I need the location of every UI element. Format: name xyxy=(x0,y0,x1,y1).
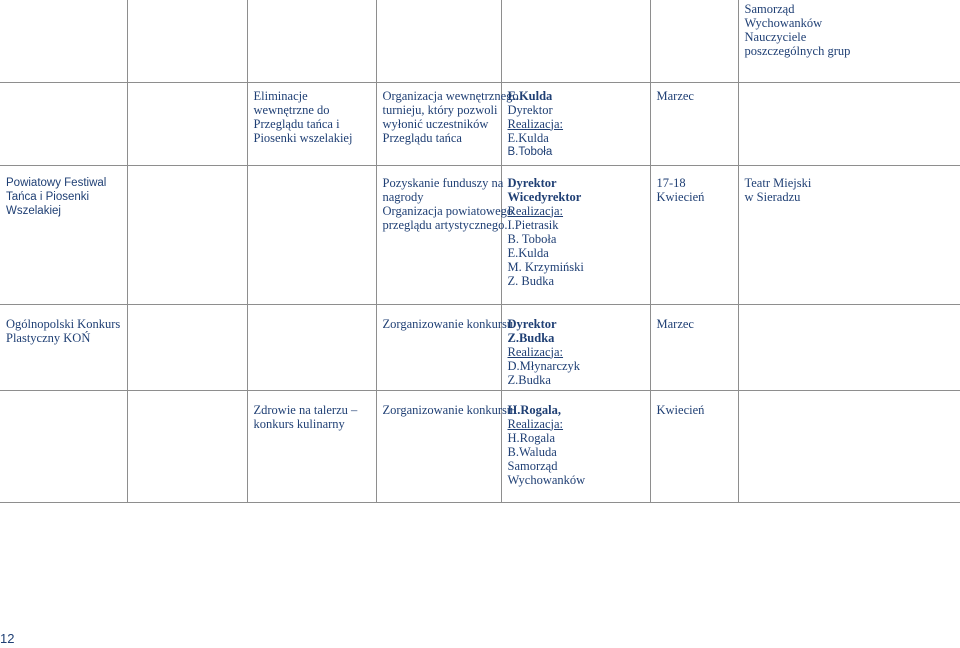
date-line: Marzec xyxy=(656,316,694,331)
responsible-line: D.Młynarczyk xyxy=(507,358,581,373)
task-line: Przeglądu tańca xyxy=(382,130,462,145)
cell-event xyxy=(0,165,127,304)
responsible-line: B.Waluda xyxy=(507,444,557,459)
cell-task xyxy=(376,304,514,390)
place-line: Teatr Miejski xyxy=(744,175,812,190)
event-line: Plastyczny KOŃ xyxy=(6,330,91,345)
responsible-line: E.Kulda xyxy=(507,245,549,260)
cell-participants xyxy=(738,0,960,82)
cell-date xyxy=(650,390,738,502)
cell-scope xyxy=(247,82,376,165)
scope-line: konkurs kulinarny xyxy=(253,416,345,431)
cell-place xyxy=(738,304,960,390)
cell-spacer xyxy=(127,304,247,390)
participants-line: Wychowanków xyxy=(744,16,823,30)
cell-spacer xyxy=(127,0,247,82)
realization-label: Realizacja: xyxy=(507,416,564,431)
cell-spacer xyxy=(127,165,247,304)
responsible-line: E.Kulda xyxy=(507,130,549,145)
task-line: turnieju, który pozwoli xyxy=(382,102,498,117)
scope-line: Eliminacje xyxy=(253,88,308,103)
cell-date xyxy=(650,304,738,390)
responsible-line: B. Toboła xyxy=(507,231,557,246)
responsible-line: B.Toboła xyxy=(507,145,553,158)
table-row xyxy=(0,0,960,82)
task-line: nagrody xyxy=(382,189,424,204)
task-line: Zorganizowanie konkursu xyxy=(382,316,514,331)
responsible-line: Wychowanków xyxy=(507,472,586,487)
participants-line: Nauczyciele xyxy=(744,30,807,44)
responsible-line: I.Pietrasik xyxy=(507,217,559,232)
cell-event xyxy=(0,304,127,390)
responsible-line: Wicedyrektor xyxy=(507,189,582,204)
cell-scope xyxy=(247,304,376,390)
cell-responsible xyxy=(501,304,650,390)
table-row xyxy=(0,304,960,390)
cell-task xyxy=(376,0,501,82)
task-line: Zorganizowanie konkursu xyxy=(382,402,514,417)
task-line: Organizacja powiatowego xyxy=(382,203,514,218)
responsible-line: H.Rogala, xyxy=(507,402,561,417)
cell-scope xyxy=(247,390,376,502)
page-number: 12 xyxy=(0,631,15,646)
cell-scope xyxy=(247,165,376,304)
cell-responsible xyxy=(501,0,650,82)
cell-responsible xyxy=(501,390,650,502)
cell-date xyxy=(650,165,738,304)
cell-event xyxy=(0,82,127,165)
responsible-line: Z. Budka xyxy=(507,273,555,288)
scope-line: Przeglądu tańca i xyxy=(253,116,340,131)
task-line: przeglądu artystycznego. xyxy=(382,217,508,232)
cell-place xyxy=(738,390,960,502)
cell-date xyxy=(650,82,738,165)
task-line: Organizacja wewnętrznego xyxy=(382,88,519,103)
cell-participants xyxy=(738,82,960,165)
cell-task xyxy=(376,390,514,502)
date-line: 17-18 xyxy=(656,175,686,190)
scope-line: Piosenki wszelakiej xyxy=(253,130,353,145)
table-row xyxy=(0,390,960,502)
responsible-line: Samorząd xyxy=(507,458,558,473)
responsible-line: Z.Budka xyxy=(507,372,551,387)
realization-label: Realizacja: xyxy=(507,344,564,359)
responsible-line: Dyrektor xyxy=(507,316,557,331)
responsible-line: E.Kulda xyxy=(507,88,553,103)
cell-date xyxy=(650,0,738,82)
event-line: Ogólnopolski Konkurs xyxy=(6,316,121,331)
task-line: wyłonić uczestników xyxy=(382,116,489,131)
cell-spacer xyxy=(127,82,247,165)
cell-event xyxy=(0,390,127,502)
responsible-line: Dyrektor xyxy=(507,175,557,190)
realization-label: Realizacja: xyxy=(507,116,564,131)
scope-line: wewnętrzne do xyxy=(253,102,330,117)
task-line: Pozyskanie funduszy na xyxy=(382,175,504,190)
cell-event xyxy=(0,0,127,82)
realization-label: Realizacja: xyxy=(507,203,564,218)
scope-line: Zdrowie na talerzu – xyxy=(253,402,358,417)
event-line: Wszelakiej xyxy=(6,204,61,217)
cell-responsible xyxy=(501,82,650,165)
responsible-line: Dyrektor xyxy=(507,102,553,117)
cell-task xyxy=(376,165,514,304)
participants-line: poszczególnych grup xyxy=(744,44,851,58)
date-line: Kwiecień xyxy=(656,402,705,417)
participants-line: Samorząd xyxy=(744,2,795,16)
event-line: Powiatowy Festiwal xyxy=(6,176,107,189)
cell-task xyxy=(376,82,519,165)
date-line: Marzec xyxy=(656,88,694,103)
responsible-line: M. Krzymiński xyxy=(507,259,584,274)
event-line: Tańca i Piosenki xyxy=(6,190,90,203)
cell-scope xyxy=(247,0,376,82)
date-line: Kwiecień xyxy=(656,189,705,204)
table-row xyxy=(0,82,960,165)
place-line: w Sieradzu xyxy=(744,189,801,204)
responsible-line: Z.Budka xyxy=(507,330,555,345)
cell-spacer xyxy=(127,390,247,502)
table-row xyxy=(0,165,960,304)
cell-responsible xyxy=(501,165,650,304)
cell-place xyxy=(738,165,960,304)
responsible-line: H.Rogala xyxy=(507,430,556,445)
